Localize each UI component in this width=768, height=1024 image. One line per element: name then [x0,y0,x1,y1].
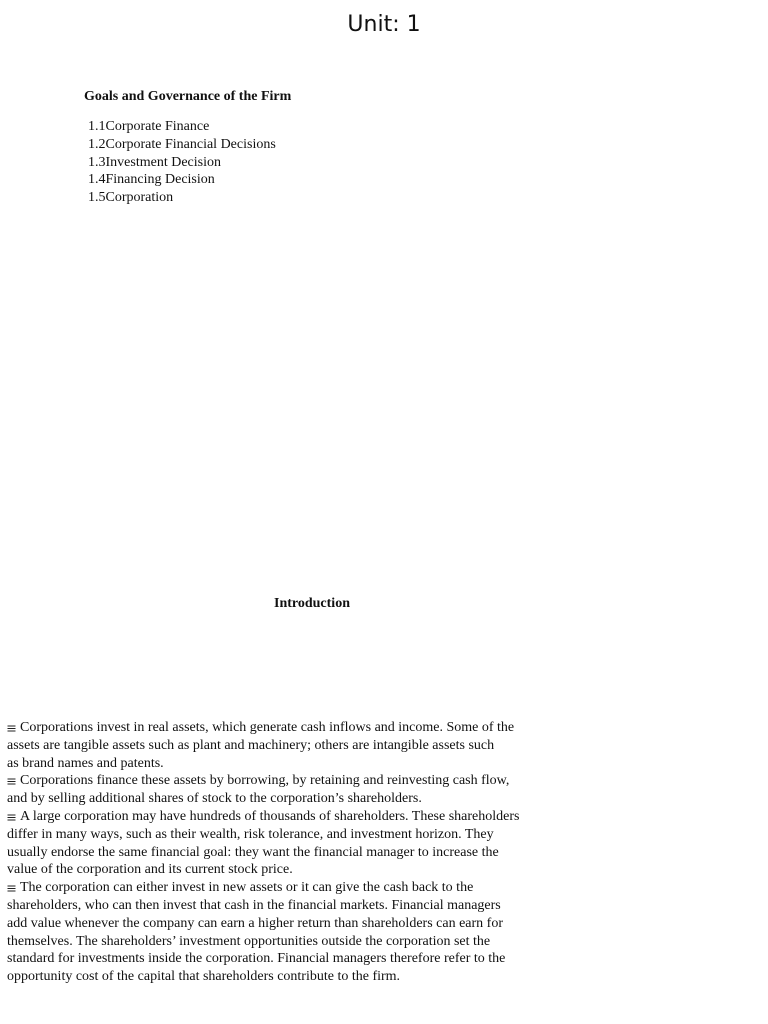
list-bullet-icon [7,724,16,732]
chapter-heading: Goals and Governance of the Firm [84,89,292,104]
bullet-line: opportunity cost of the capital that shareholders contribute to the firm. [7,969,401,985]
bullet-line: as brand names and patents. [7,755,164,771]
bullet-line: shareholders, who can then invest that cash in the financial markets. Financial managers [7,897,501,913]
toc-item [88,171,276,189]
toc-title: Investment Decision [105,154,221,170]
bullet-line: A large corporation may have hundreds of thousands of shareholders. These shareholders [20,808,520,824]
bullet-paragraph [7,879,587,986]
bullet-line: differ in many ways, such as their wealth, risk tolerance, and investment horizon. They [7,826,494,842]
toc-item [88,118,276,136]
bullet-line: Corporations finance these assets by borrowing, by retaining and reinvesting cash flow, [20,773,510,789]
toc-number: 1.3 [88,154,106,170]
toc-number: 1.1 [88,119,106,134]
list-bullet-icon [7,777,16,785]
list-bullet-icon [7,884,16,892]
table-of-contents [88,118,276,207]
bullet-line: themselves. The shareholders’ investment opportunities outside the corporation set the [7,933,491,949]
toc-title: Corporate Financial Decisions [105,136,276,152]
toc-title: Corporate Finance [105,119,210,134]
bullet-line: value of the corporation and its current stock price. [7,862,293,878]
toc-title: Financing Decision [105,172,215,188]
bullet-line: Corporations invest in real assets, which generate cash inflows and income. Some of the [20,720,515,735]
toc-item [88,136,276,154]
bullet-paragraph [7,772,587,808]
unit-title: Unit: 1 [347,12,421,37]
bullet-line: assets are tangible assets such as plant and machinery; others are intangible assets such [7,737,495,753]
bullet-paragraph [7,719,587,772]
bullet-line: and by selling additional shares of stock to the corporation’s shareholders. [7,791,422,807]
toc-number: 1.2 [88,136,106,152]
toc-item [88,154,276,172]
introduction-body [7,719,587,986]
toc-number: 1.5 [88,190,106,206]
bullet-line: standard for investments inside the corporation. Financial managers therefore refer to the [7,951,506,967]
toc-item [88,189,276,207]
bullet-line: add value whenever the company can earn a higher return than shareholders can earn for [7,915,503,931]
bullet-line: The corporation can either invest in new assets or it can give the cash back to the [20,880,474,896]
toc-title: Corporation [105,190,174,206]
toc-number: 1.4 [88,172,106,188]
bullet-line: usually endorse the same financial goal: they want the financial manager to increase the [7,844,499,860]
introduction-heading: Introduction [274,596,350,611]
bullet-paragraph [7,808,587,879]
list-bullet-icon [7,813,16,821]
